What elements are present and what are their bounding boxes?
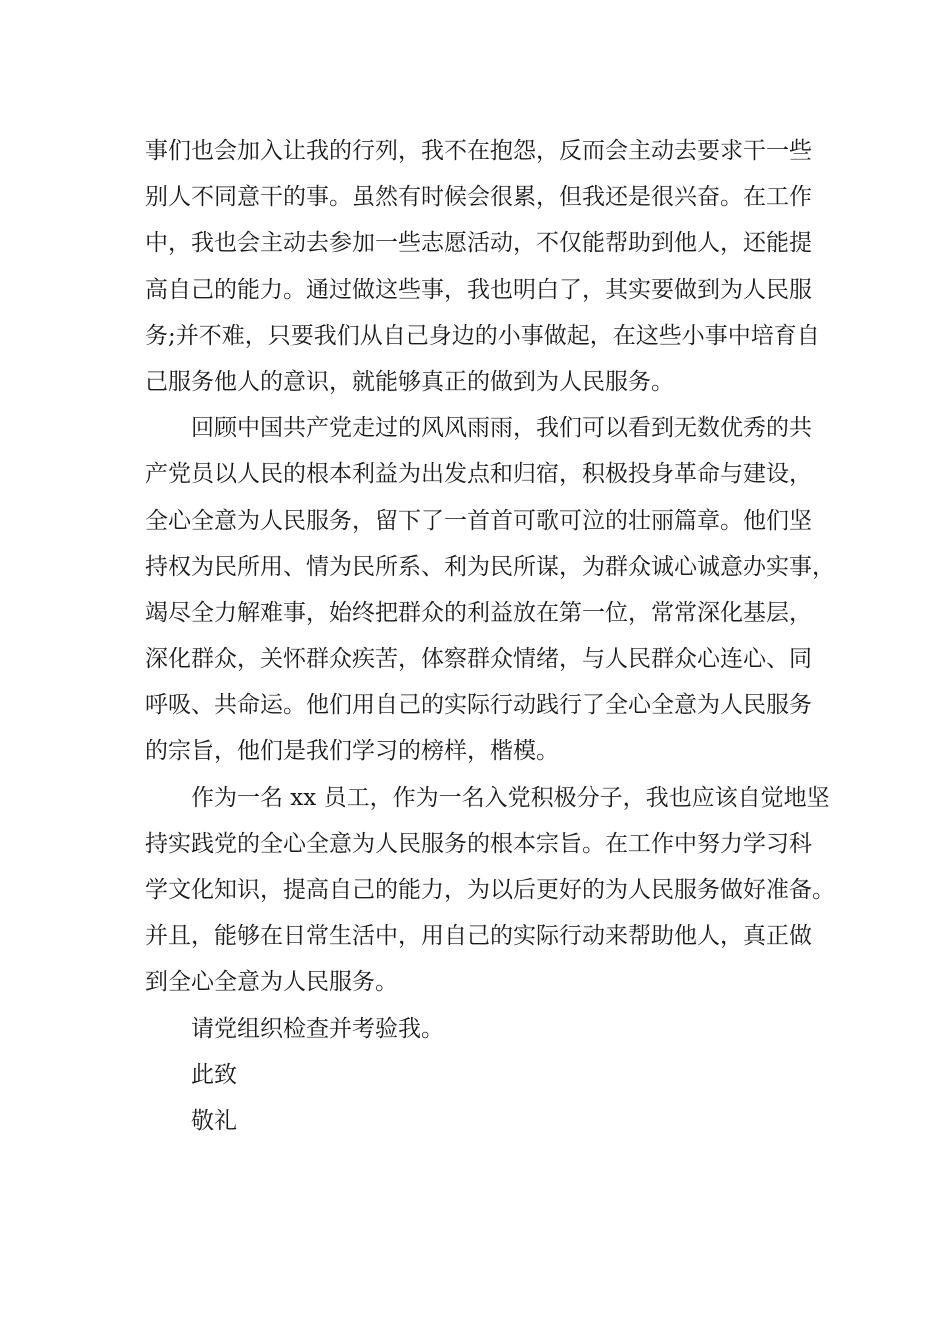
text-line-4: 高自己的能力。通过做这些事，我也明白了，其实要做到为人民服 bbox=[145, 276, 812, 303]
text-line-12: 深化群众，关怀群众疾苦，体察群众情绪，与人民群众心连心、同 bbox=[145, 646, 812, 673]
closing-request: 请党组织检查并考验我。 bbox=[191, 1015, 444, 1042]
text-line-15: 作为一名 xx 员工，作为一名入党积极分子，我也应该自觉地坚 bbox=[191, 784, 830, 811]
text-line-14: 的宗旨，他们是我们学习的榜样，楷模。 bbox=[145, 738, 559, 765]
text-line-7: 回顾中国共产党走过的风风雨雨，我们可以看到无数优秀的共 bbox=[191, 415, 812, 442]
closing-salutation: 此致 bbox=[191, 1061, 237, 1088]
text-line-13: 呼吸、共命运。他们用自己的实际行动践行了全心全意为人民服务 bbox=[145, 692, 812, 719]
text-line-19: 到全心全意为人民服务。 bbox=[145, 969, 398, 996]
text-line-10: 持权为民所用、情为民所系、利为民所谋，为群众诚心诚意办实事， bbox=[145, 553, 835, 580]
text-line-6: 己服务他人的意识，就能够真正的做到为人民服务。 bbox=[145, 368, 674, 395]
text-line-17: 学文化知识，提高自己的能力，为以后更好的为人民服务做好准备。 bbox=[145, 877, 835, 903]
document-body bbox=[145, 128, 835, 1144]
text-line-9: 全心全意为人民服务，留下了一首首可歌可泣的壮丽篇章。他们坚 bbox=[145, 507, 812, 534]
text-line-11: 竭尽全力解难事，始终把群众的利益放在第一位，常常深化基层， bbox=[145, 599, 812, 626]
text-line-2: 别人不同意干的事。虽然有时候会很累，但我还是很兴奋。在工作 bbox=[145, 184, 812, 211]
text-line-16: 持实践党的全心全意为人民服务的根本宗旨。在工作中努力学习科 bbox=[145, 830, 812, 857]
text-line-18: 并且，能够在日常生活中，用自己的实际行动来帮助他人，真正做 bbox=[145, 923, 812, 950]
text-line-1: 事们也会加入让我的行列，我不在抱怨，反而会主动去要求干一些 bbox=[145, 138, 812, 164]
text-line-8: 产党员以人民的根本利益为出发点和归宿，积极投身革命与建设， bbox=[145, 461, 812, 488]
text-line-5: 务;并不难，只要我们从自己身边的小事做起，在这些小事中培育自 bbox=[145, 322, 820, 349]
closing-regards: 敬礼 bbox=[191, 1107, 237, 1134]
text-line-3: 中，我也会主动去参加一些志愿活动，不仅能帮助到他人，还能提 bbox=[145, 230, 812, 257]
